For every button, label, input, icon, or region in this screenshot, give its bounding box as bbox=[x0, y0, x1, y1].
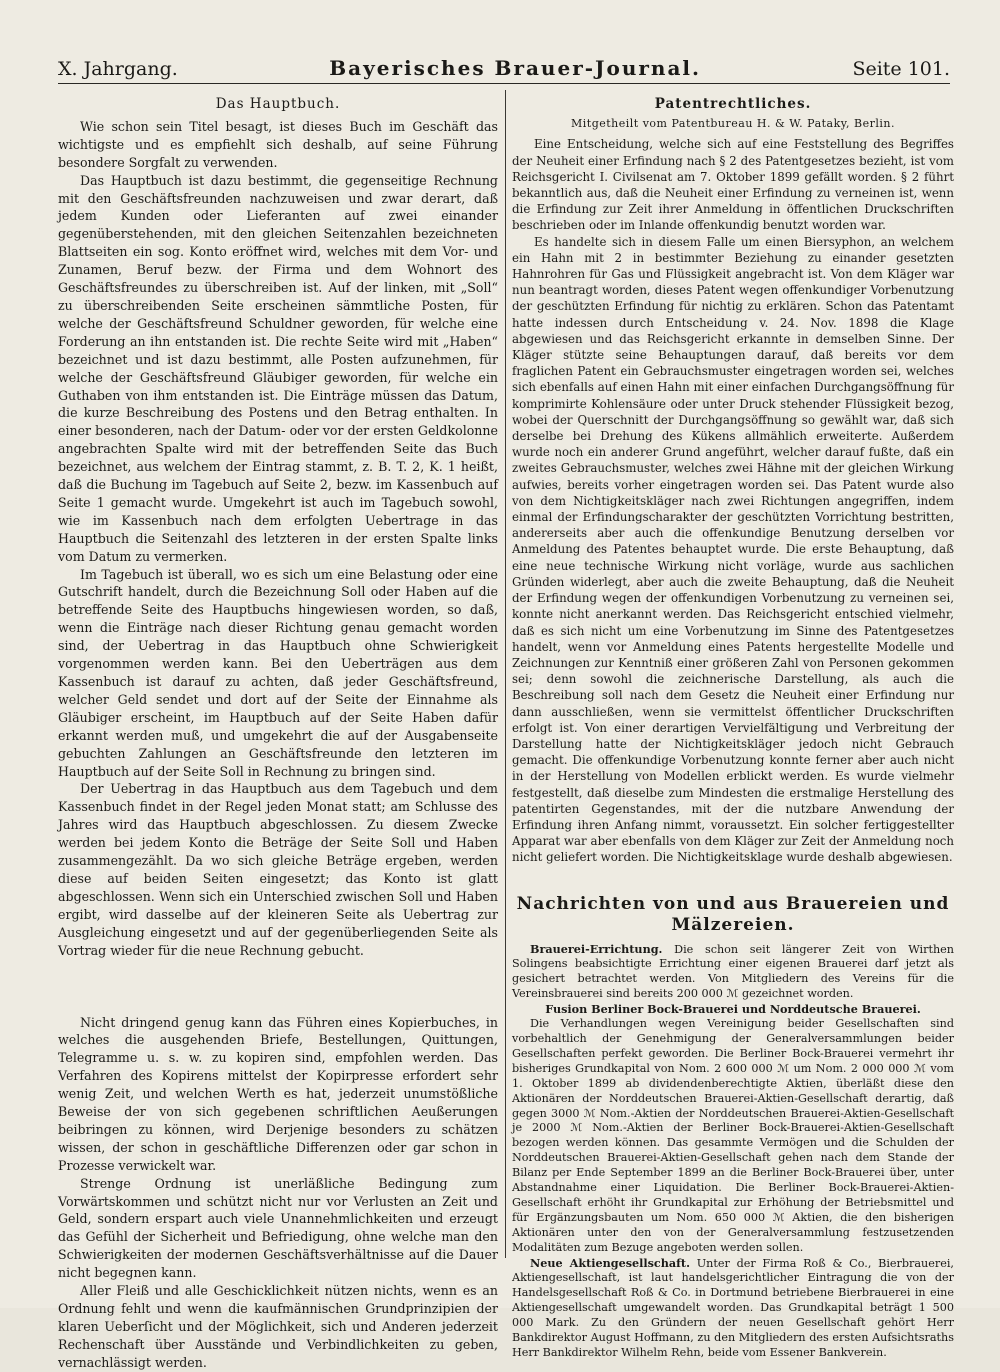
news-section-title: Nachrichten von und aus Brauereien und Mälzereien. bbox=[516, 893, 950, 935]
news-item-text: Unter der Firma Roß & Co., Bierbrauerei, Aktiengesellschaft, ist laut handelsgerichtlicher Eintragung die von der Handelsgesellschaft Roß & Co. in Dortmund betriebene Bierbrauerei in eine Aktiengesellschaft umgewandelt worden. Das Grundkapital beträgt 1 500 000 Mark. Zu den Gründern der neuen Gesellschaft gehört Herr Bankdirektor August Hoffmann, zu den Mitgliedern des ersten Aufsichtsraths Herr Bankdirektor Wilhelm Rehn, beide vom Essener Bankverein. bbox=[512, 1256, 954, 1360]
article-title-patent: Patentrechtliches. bbox=[654, 96, 812, 112]
paragraph: Nicht dringend genug kann das Führen eines Kopierbuches, in welches die ausgehenden Briefe, Bestellungen, Quittungen, Telegramme u. s. w. zu kopiren sind, empfohlen werden. Das Verfahren des Kopirens mittelst der Kopirpresse erfordert sehr wenig Zeit, und welchen Werth es hat, jederzeit unumstößliche Beweise der von sich gegebenen schriftlichen Aeußerungen beibringen zu können, wird Derjenige besonders zu schätzen wissen, der schon in geschäftliche Differenzen oder gar schon in Prozesse verwickelt war. bbox=[58, 1014, 498, 1173]
paragraph: Aller Fleiß und alle Geschicklichkeit nützen nichts, wenn es an Ordnung fehlt und wenn die kaufmännischen Grundprinzipien der klaren Ueberſicht und der Möglichkeit, sich und Anderen jederzeit Rechenschaft über Ausstände und Verbindlichkeiten zu geben, vernachlässigt werden. bbox=[58, 1283, 498, 1370]
paragraph: Im Tagebuch ist überall, wo es sich um eine Belastung oder eine Gutschrift handelt, durch die Bezeichnung Soll oder Haben auf die betreffende Seite des Hauptbuchs hingewiesen worden, so daß, wenn die Einträge nach dieser Richtung genau gemacht worden sind, der Uebertrag in das Hauptbuch ohne Schwierigkeit vorgenommen werden kann. Bei den Ueberträgen aus dem Kassenbuch ist darauf zu achten, daß jeder Geschäftsfreund, welcher Geld sendet und dort auf der Seite der Einnahme als Gläubiger erscheint, im Hauptbuch auf der Seite Haben dafür erkannt werden muß, und umgekehrt die auf der Ausgabenseite gebuchten Zahlungen an Geschäftsfreunde den letzteren im Hauptbuch auf der Seite Soll in Rechnung zu bringen sind. bbox=[58, 566, 498, 779]
news-item-heading: Fusion Berliner Bock-Brauerei und Norddeutsche Brauerei. bbox=[545, 1002, 921, 1017]
news-item-text: Die schon seit längerer Zeit von Wirthen Solingens beabsichtigte Errichtung einer eigenen Brauerei darf jetzt als gesichert betrachtet werden. Von Mitgliedern des Vereins für die Vereinsbrauerei sind bereits 200 000 ℳ gezeichnet worden. bbox=[512, 942, 954, 1001]
article-byline: Mitgetheilt vom Patentbureau H. & W. Pataky, Berlin. bbox=[571, 117, 895, 131]
page-number: Seite 101. bbox=[852, 58, 950, 80]
paragraph: Wie schon sein Titel besagt, ist dieses Buch im Geschäft das wichtigste und es empfiehlt sich deshalb, auf seine Führung besondere Sorgfalt zu verwenden. bbox=[58, 118, 498, 170]
section-gap bbox=[58, 960, 498, 1014]
page-header bbox=[58, 52, 950, 84]
news-item bbox=[512, 1256, 954, 1361]
volume-label: X. Jahrgang. bbox=[58, 58, 178, 80]
news-section bbox=[512, 942, 954, 1361]
paragraph: Der Uebertrag in das Hauptbuch aus dem Tagebuch und dem Kassenbuch findet in der Regel jeden Monat statt; am Schlusse des Jahres wird das Hauptbuch abgeschlossen. Zu diesem Zwecke werden bei jedem Konto die Beträge der Seite Soll und Haben zusammengezählt. Da wo sich gleiche Beträge ergeben, werden diese auf beiden Seiten eingesetzt; das Konto ist glatt abgeschlossen. Wenn sich ein Unterschied zwischen Soll und Haben ergibt, wird dasselbe auf der kleineren Seite als Uebertrag zur Ausgleichung eingesetzt und auf der gegenüberliegenden Seite als Vortrag wieder für die neue Rechnung gebucht. bbox=[58, 781, 498, 958]
journal-title: Bayerisches Brauer-Journal. bbox=[329, 56, 701, 80]
paragraph: Es handelte sich in diesem Falle um einen Biersyphon, an welchem ein Hahn mit 2 in bestimmter Beziehung zu einander gesetzten Hahnrohren für Gas und Flüssigkeit angebracht ist. Von dem Kläger war nun beantragt worden, dieses Patent wegen offenkundiger Vorbenutzung der geschützten Erfindung für nichtig zu erklären. Schon das Patentamt hatte indessen durch Entscheidung v. 24. Nov. 1898 die Klage abgewiesen und das Reichsgericht erkannte in demselben Sinne. Der Kläger stützte seine Behauptungen darauf, daß bereits vor dem fraglichen Patent ein Gebrauchsmuster eingetragen worden sei, welches sich ebenfalls auf einen Hahn mit einer einfachen Durchgangsöffnung für komprimirte Kohlensäure oder unter Druck stehender Flüssigkeit bezog, wobei der Querschnitt der Durchgangsöffnung so gewählt war, daß sich derselbe bei Drehung des Kükens allmählich erweiterte. Außerdem wurde noch ein anderer Grund angeführt, welcher darauf fußte, daß ein zweites Gebrauchsmuster, welches zwei Hähne mit der gleichen Wirkung aufwies, bereits vorher eingetragen worden sei. Das Patent wurde also von dem Nichtigkeitskläger nach zwei Richtungen angegriffen, indem einmal der Erfindungscharakter der geschützten Vorrichtung bestritten, andererseits aber auch die offenkundige Benutzung derselben vor Anmeldung des Patentes behauptet wurde. Die erste Behauptung, daß eine neue technische Wirkung nicht vorläge, wurde aus sachlichen Gründen widerlegt, aber auch die zweite Behauptung, daß die Neuheit der Erfindung wegen der offenkundigen Vorbenutzung zu verneinen sei, konnte nicht anerkannt werden. Das Reichsgericht entschied vielmehr, daß es sich nicht um eine Vorbenutzung im Sinne des Patentgesetzes handelt, wenn vor Anmeldung eines Patents hergestellte Modelle und Zeichnungen zur Kenntniß einer größeren Zahl von Personen gekommen sei; denn sowohl die zeichnerische Darstellung, als auch die Beschreibung soll nach dem Gesetz die Neuheit einer Erfindung nur dann ausschließen, wenn sie vermittelst öffentlicher Druckschriften erfolgt ist. Von einer derartigen Vervielfältigung und Verbreitung der Darstellung hatte der Nichtigkeitskläger jedoch nicht Gebrauch gemacht. Die offenkundige Vorbenutzung konnte ferner aber auch nicht in der Herstellung von Modellen erblickt werden. Es wurde vielmehr festgestellt, daß dieselbe zum Mindesten die erstmalige Herstellung des patentirten Gegenstandes, mit der die nutzbare Anwendung der Erfindung ihren Anfang nimmt, voraussetzt. Ein solcher fertiggestellter Apparat war aber ebenfalls von dem Kläger zur Zeit der Anmeldung noch nicht geliefert worden. Die Nichtigkeitsklage wurde deshalb abgewiesen. bbox=[512, 234, 954, 865]
news-item-text: Die Verhandlungen wegen Vereinigung beider Gesellschaften sind vorbehaltlich der Genehmigung der Generalversammlungen beider Gesellschaften perfekt geworden. Die Berliner Bock-Brauerei vermehrt ihr bisheriges Grundkapital von Nom. 2 600 000 ℳ um Nom. 2 000 000 ℳ vom 1. Oktober 1899 ab dividendenberechtigte Aktien, überläßt diese den Aktionären der Norddeutschen Brauerei-Aktien-Gesellschaft derartig, daß gegen 3000 ℳ Nom.-Aktien der Norddeutschen Brauerei-Aktien-Gesellschaft je 2000 ℳ Nom.-Aktien der Berliner Bock-Brauerei-Aktien-Gesellschaft bezogen werden können. Das gesammte Vermögen und die Schulden der Norddeutschen Brauerei-Aktien-Gesellschaft gehen nach dem Stande der Bilanz per Ende September 1899 an die Berliner Bock-Brauerei über, unter Abstandnahme einer Liquidation. Die Berliner Bock-Brauerei-Aktien-Gesellschaft erhöht ihr Grundkapital zur Erhöhung der Betriebsmittel und für Ergänzungsbauten um Nom. 650 000 ℳ Aktien, die den bisherigen Aktionären unter den von der Generalversammlung festzusetzenden Modalitäten zum Bezuge angeboten werden sollen. bbox=[512, 1017, 954, 1254]
column-divider bbox=[505, 90, 506, 1258]
news-item-heading: Neue Aktiengesellschaft. bbox=[530, 1255, 690, 1270]
paragraph: Strenge Ordnung ist unerläßliche Bedingung zum Vorwärtskommen und schützt nicht nur vor Verlusten an Zeit und Geld, sondern erspart auch viele Unannehmlichkeiten und erzeugt das Gefühl der Sicherheit und Befriedigung, ohne welche man den Schwierigkeiten der modernen Geschäftsverhältnisse auf die Dauer nicht begegnen kann. bbox=[58, 1175, 498, 1281]
right-column bbox=[512, 96, 954, 1360]
paragraph: Das Hauptbuch ist dazu bestimmt, die gegenseitige Rechnung mit den Geschäftsfreunden nachzuweisen und zwar derart, daß jedem Kunden oder Lieferanten auf zwei einander gegenüberstehenden, mit den gleichen Seitenzahlen bezeichneten Blattseiten ein sog. Konto eröffnet wird, welches mit dem Vor- und Zunamen, Beruf bezw. der Firma und dem Wohnort des Geschäftsfreundes zu überschreiben ist. Auf der linken, mit „Soll“ zu überschreibenden Seite erscheinen sämmtliche Posten, für welche der Geschäftsfreund Schuldner geworden, für welche eine Forderung an ihn entstanden ist. Die rechte Seite wird mit „Haben“ bezeichnet und ist dazu bestimmt, alle Posten aufzunehmen, für welche der Geschäftsfreund Gläubiger geworden, für welche ein Guthaben von ihm entstanden ist. Die Einträge müssen das Datum, die kurze Beschreibung des Postens und den Betrag enthalten. In einer besonderen, nach der Datum- oder vor der ersten Geldkolonne angebrachten Spalte wird mit der betreffenden Seite das Buch bezeichnet, aus welchem der Eintrag stammt, z. B. T. 2, K. 1 heißt, daß die Buchung im Tagebuch auf Seite 2, bezw. im Kassenbuch auf Seite 1 gemacht wurde. Umgekehrt ist auch im Tagebuch sowohl, wie im Kassenbuch nach dem erfolgten Uebertrage in das Hauptbuch die Seitenzahl des letzteren in der ersten Spalte links vom Datum zu vermerken. bbox=[58, 172, 498, 564]
article-title-hauptbuch: Das Hauptbuch. bbox=[215, 96, 341, 112]
left-column bbox=[58, 96, 498, 1370]
paragraph: Eine Entscheidung, welche sich auf eine Feststellung des Begriffes der Neuheit einer Erfindung nach § 2 des Patentgesetzes bezieht, ist vom Reichsgericht I. Civilsenat am 7. Oktober 1899 gefällt worden. § 2 führt bekanntlich aus, daß die Neuheit einer Erfindung zu verneinen ist, wenn die Erfindung zur Zeit ihrer Anmeldung in öffentlichen Druckschriften beschrieben oder im Inlande offenkundig benutzt worden war. bbox=[512, 137, 954, 233]
news-item-heading: Brauerei-Errichtung. bbox=[530, 941, 663, 956]
news-item bbox=[512, 942, 954, 1003]
